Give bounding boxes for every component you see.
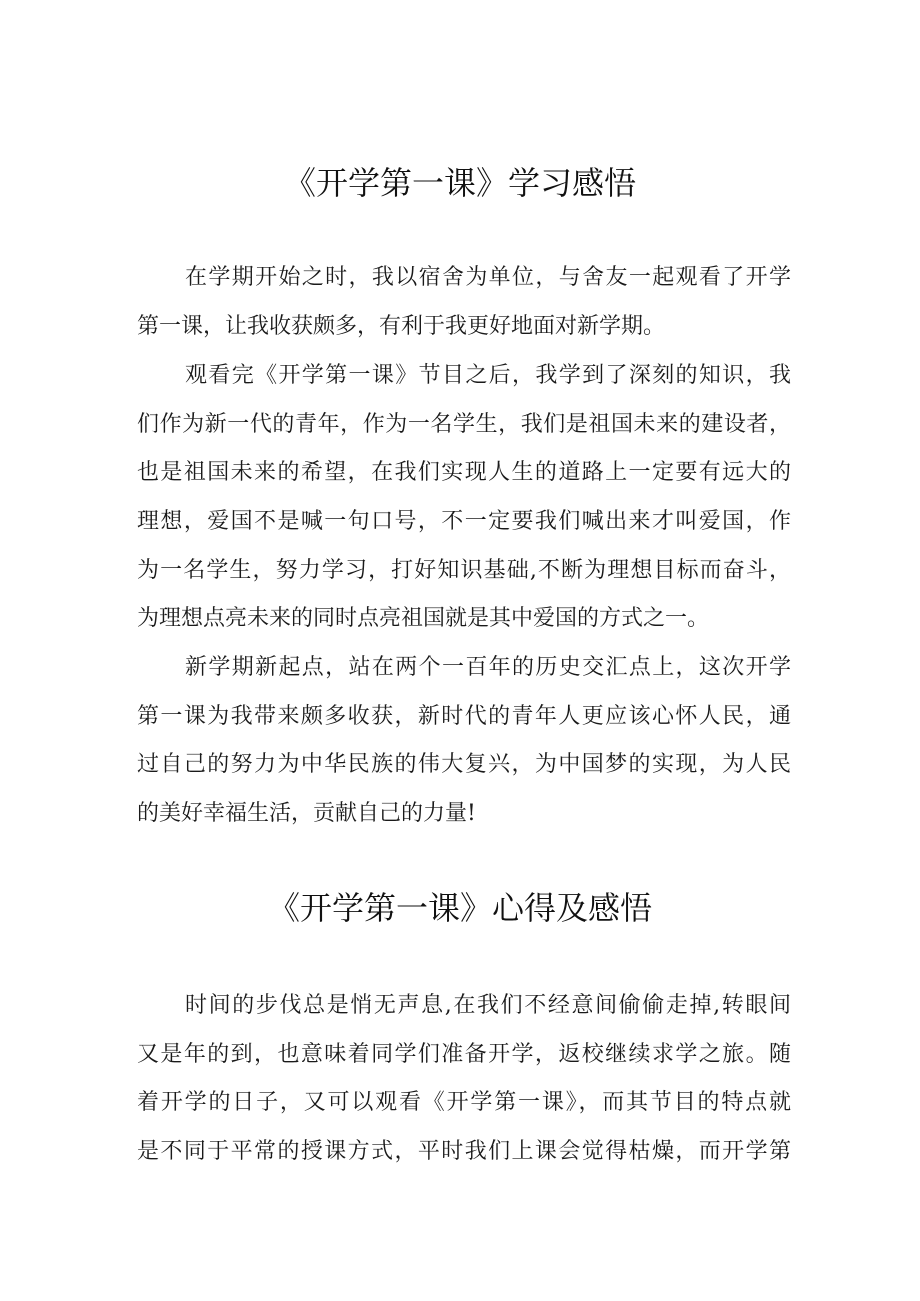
s1-p2-line-6: 为理想点亮未来的同时点亮祖国就是其中爱国的方式之一。 (137, 606, 710, 631)
s1-p1-line-2: 第一课，让我收获颇多，有利于我更好地面对新学期。 (137, 314, 666, 339)
section-1-title: 《开学第一课》学习感悟 (283, 164, 636, 202)
s1-p1-line-1: 在学期开始之时，我以宿舍为单位，与舍友一起观看了开学 (185, 265, 791, 290)
s1-p3-line-4: 的美好幸福生活，贡献自己的力量! (137, 801, 476, 826)
section-2-title: 《开学第一课》心得及感悟 (267, 889, 652, 927)
s1-p3-line-2: 第一课为我带来颇多收获，新时代的青年人更应该心怀人民，通 (137, 704, 791, 729)
s1-p2-line-4: 理想，爱国不是喊一句口号，不一定要我们喊出来才叫爱国，作 (137, 509, 791, 534)
s2-p1-line-4: 是不同于平常的授课方式，平时我们上课会觉得枯燥，而开学第 (137, 1139, 791, 1164)
s2-p1-line-1: 时间的步伐总是悄无声息,在我们不经意间偷偷走掉,转眼间 (185, 993, 791, 1018)
s1-p2-line-1: 观看完《开学第一课》节目之后，我学到了深刻的知识，我 (185, 363, 791, 388)
s1-p2-line-5: 为一名学生，努力学习，打好知识基础,不断为理想目标而奋斗， (137, 558, 791, 583)
s2-p1-line-2: 又是年的到，也意味着同学们准备开学，返校继续求学之旅。随 (137, 1042, 791, 1067)
s1-p2-line-2: 们作为新一代的青年，作为一名学生，我们是祖国未来的建设者， (137, 412, 791, 437)
s1-p3-line-3: 过自己的努力为中华民族的伟大复兴，为中国梦的实现，为人民 (137, 752, 791, 777)
s1-p2-line-3: 也是祖国未来的希望，在我们实现人生的道路上一定要有远大的 (137, 460, 791, 485)
s1-p3-line-1: 新学期新起点，站在两个一百年的历史交汇点上，这次开学 (185, 655, 791, 680)
s2-p1-line-3: 着开学的日子，又可以观看《开学第一课》，而其节目的特点就 (137, 1090, 791, 1115)
